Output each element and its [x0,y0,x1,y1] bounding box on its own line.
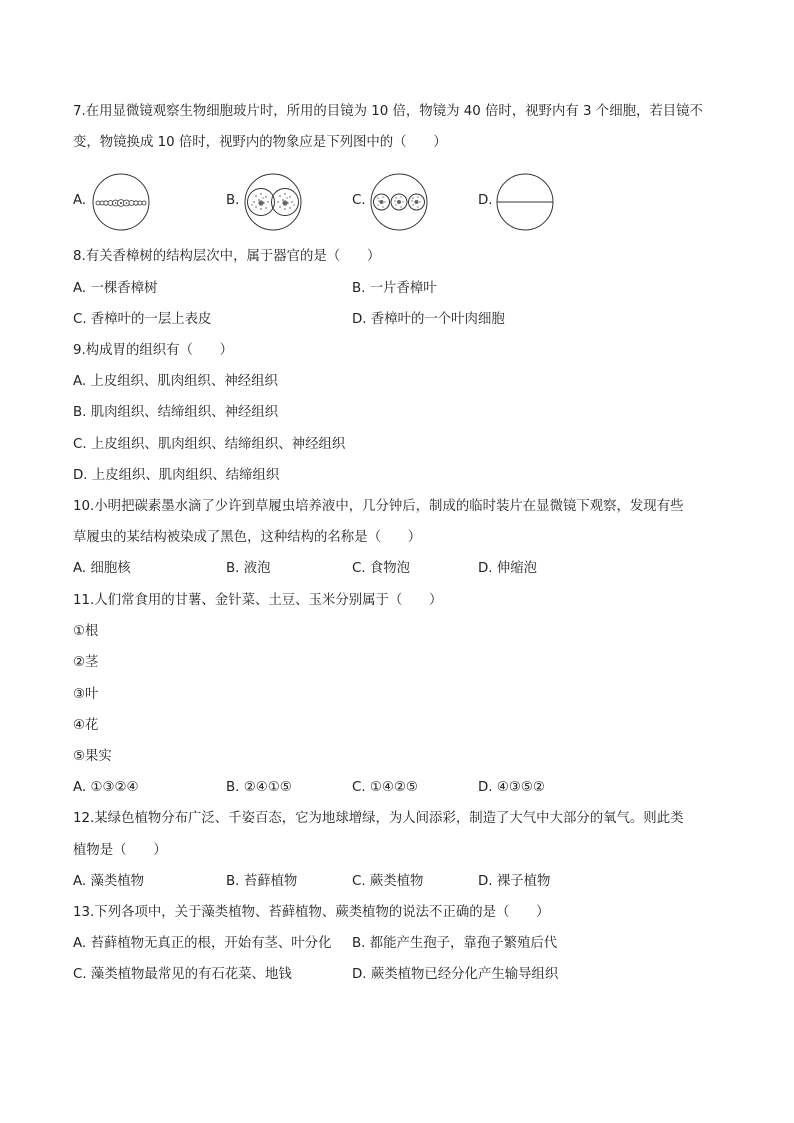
q12-option-c: C. 蕨类植物 [352,874,424,889]
q11-item-4: ④花 [73,718,99,733]
q12-stem-line1: 12.某绿色植物分布广泛、千姿百态，它为地球增绿，为人间添彩，制造了大气中大部分的氧气。则此类 [73,811,684,826]
q8-stem: 8.有关香樟树的结构层次中，属于器官的是（ ） [73,249,381,264]
q11-item-5: ⑤果实 [73,749,112,764]
q7-stem-line2: 变，物镜换成 10 倍时，视野内的物象应是下列图中的（ ） [73,135,447,150]
q13-stem: 13.下列各项中，关于藻类植物、苔藓植物、蕨类植物的说法不正确的是（ ） [73,905,550,920]
q10-stem-line2: 草履虫的某结构被染成了黑色，这种结构的名称是（ ） [73,530,422,545]
q9-option-c: C. 上皮组织、肌肉组织、结缔组织、神经组织 [73,437,346,452]
q10-option-b: B. 液泡 [226,561,271,576]
q11-option-c: C. ①④②⑤ [352,780,418,795]
q8-option-a: A. 一棵香樟树 [73,281,158,296]
q11-option-a: A. ①③②④ [73,780,139,795]
q12-option-b: B. 苔藓植物 [226,874,298,889]
q13-option-a: A. 苔藓植物无真正的根，开始有茎、叶分化 [73,936,332,951]
q9-option-d: D. 上皮组织、肌肉组织、结缔组织 [73,468,280,483]
q12-option-a: A. 藻类植物 [73,874,144,889]
q12-option-d: D. 裸子植物 [478,874,551,889]
q13-option-b: B. 都能产生孢子，靠孢子繁殖后代 [352,936,558,951]
q7-option-d-label: D. [478,193,493,208]
q11-stem: 11.人们常食用的甘薯、金针菜、土豆、玉米分别属于（ ） [73,593,443,608]
q9-option-a: A. 上皮组织、肌肉组织、神经组织 [73,374,278,389]
q10-option-a: A. 细胞核 [73,561,131,576]
q10-option-d: D. 伸缩泡 [478,561,537,576]
q13-option-d: D. 蕨类植物已经分化产生输导组织 [352,967,559,982]
q11-option-d: D. ④③⑤② [478,780,545,795]
q10-option-c: C. 食物泡 [352,561,411,576]
q11-option-b: B. ②④①⑤ [226,780,292,795]
q7-option-a-label: A. [73,193,87,208]
q8-option-d: D. 香樟叶的一个叶肉细胞 [352,312,505,327]
q10-stem-line1: 10.小明把碳素墨水滴了少许到草履虫培养液中，几分钟后，制成的临时装片在显微镜下观察，发现有些 [73,499,684,514]
q8-option-b: B. 一片香樟叶 [352,281,437,296]
q7-option-c-label: C. [352,193,366,208]
q7-figure-d [494,172,556,232]
q7-stem-line1: 7.在用显微镜观察生物细胞玻片时，所用的目镜为 10 倍，物镜为 40 倍时，视野内有 3 个细胞，若目镜不 [73,104,703,119]
q9-option-b: B. 肌肉组织、结缔组织、神经组织 [73,405,279,420]
q8-option-c: C. 香樟叶的一层上表皮 [73,312,212,327]
q7-figure-b [242,172,304,232]
q11-item-1: ①根 [73,624,99,639]
q7-figure-c [368,172,430,232]
q11-item-2: ②茎 [73,655,99,670]
q12-stem-line2: 植物是（ ） [73,843,167,858]
q7-figure-a [90,172,152,232]
q7-option-b-label: B. [226,193,240,208]
q9-stem: 9.构成胃的组织有（ ） [73,343,234,358]
q13-option-c: C. 藻类植物最常见的有石花菜、地钱 [73,967,292,982]
q11-item-3: ③叶 [73,687,99,702]
